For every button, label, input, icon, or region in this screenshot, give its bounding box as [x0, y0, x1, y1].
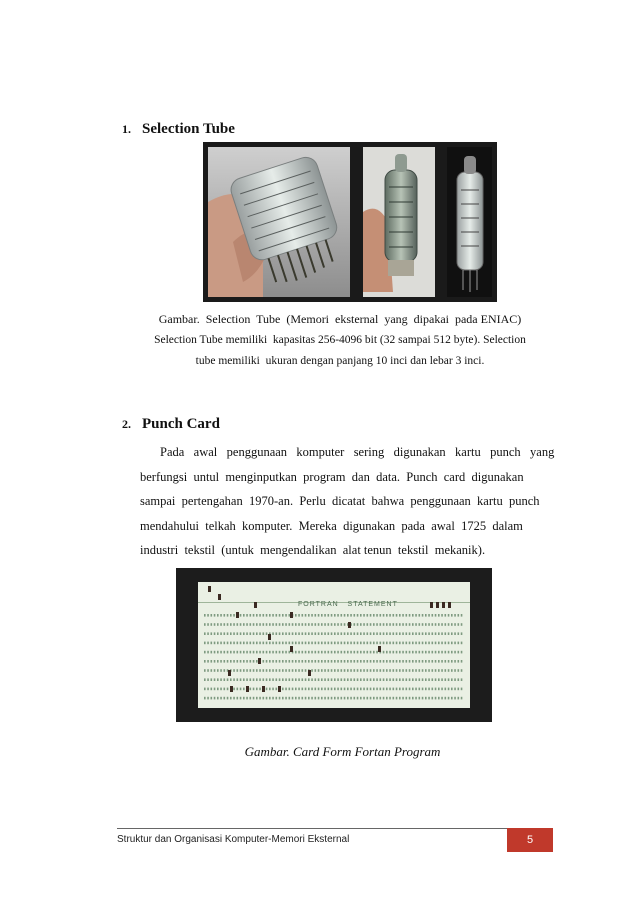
paragraph-line-5: industri tekstil (untuk mengendalikan alat tenun tekstil mekanik). — [140, 543, 486, 557]
selection-tube-caption — [120, 309, 560, 372]
punch-card — [198, 582, 470, 708]
card-label: FORTRAN STATEMENT — [298, 601, 398, 608]
caption-line-1: Gambar. Selection Tube (Memori eksternal yang dipakai pada ENIAC) — [158, 312, 522, 326]
punch-card-figure — [176, 568, 492, 722]
paragraph-line-2: berfungsi untul menginputkan program dan data. Punch card digunakan — [140, 469, 524, 484]
paragraph-line-1: Pada awal penggunaan komputer sering digunakan kartu punch yang — [160, 445, 555, 459]
footer-divider — [117, 828, 553, 829]
punch-card-caption: Gambar. Card Form Fortan Program — [244, 744, 441, 759]
card-grid — [198, 582, 470, 708]
punch-card-paragraph — [140, 440, 555, 563]
caption-line-2: Selection Tube memiliki kapasitas 256-4096 bit (32 sampai 512 byte). Selection — [154, 334, 526, 346]
section-2-title: Punch Card — [142, 416, 220, 432]
section-2-heading — [122, 416, 220, 433]
selection-tube-photo — [203, 142, 497, 302]
section-1-title: Selection Tube — [142, 121, 235, 137]
selection-tube-figure — [203, 142, 497, 302]
paragraph-line-3: sampai pertengahan 1970-an. Perlu dicatat bahwa penggunaan kartu punch — [140, 494, 540, 508]
page-number: 5 — [526, 834, 534, 846]
page-number-box — [507, 828, 553, 852]
caption-line-3: tube memiliki ukuran dengan panjang 10 inci dan lebar 3 inci. — [195, 355, 485, 367]
section-1-number: 1. — [122, 122, 131, 136]
section-1-heading — [122, 121, 235, 138]
footer-text: Struktur dan Organisasi Komputer-Memori Eksternal — [117, 834, 350, 845]
section-2-number: 2. — [122, 417, 131, 431]
paragraph-line-4: mendahului telkah komputer. Mereka digunakan pada awal 1725 dalam — [140, 518, 523, 533]
